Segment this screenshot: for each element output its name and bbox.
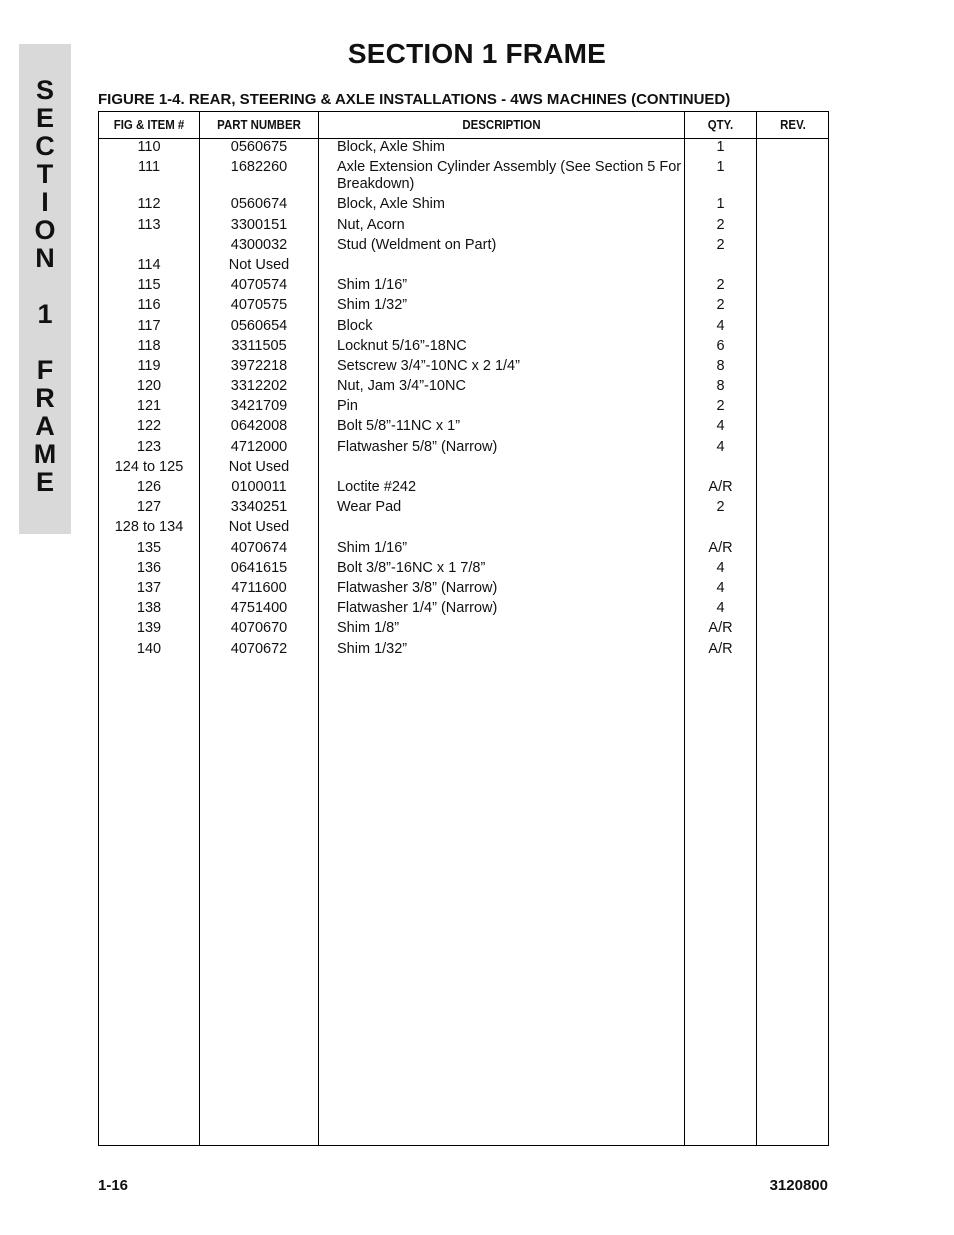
cell-qty: 1 xyxy=(716,159,725,176)
table-row xyxy=(99,318,828,338)
cell-description: Nut, Acorn xyxy=(337,216,405,233)
table-row xyxy=(99,338,828,358)
side-tab-letter xyxy=(19,328,71,356)
cell-description: Pin xyxy=(337,398,358,415)
cell-item: 120 xyxy=(136,378,162,395)
side-tab-letter: M xyxy=(33,439,57,469)
cell-item: 114 xyxy=(137,256,161,273)
side-tab-letter: N xyxy=(35,243,55,273)
cell-item: 112 xyxy=(137,196,161,213)
cell-part-number: 0642008 xyxy=(230,418,288,435)
table-body xyxy=(99,139,828,661)
cell-part-number: 3312202 xyxy=(230,378,288,395)
table-row xyxy=(99,439,828,459)
cell-item: 124 to 125 xyxy=(114,458,184,475)
cell-qty: 4 xyxy=(716,438,725,455)
table-row xyxy=(99,378,828,398)
cell-qty: 1 xyxy=(716,139,725,155)
side-tab-letter: O xyxy=(34,215,56,245)
cell-description: Locknut 5/16”-18NC xyxy=(337,337,467,354)
cell-item: 118 xyxy=(137,337,161,354)
cell-qty: 4 xyxy=(716,418,725,435)
side-tab-letter: I xyxy=(41,187,49,217)
cell-part-number: 4712000 xyxy=(230,438,288,455)
table-row xyxy=(99,459,828,479)
cell-item: 127 xyxy=(136,499,162,516)
cell-qty: 4 xyxy=(716,317,725,334)
cell-item: 115 xyxy=(137,277,161,294)
table-row xyxy=(99,358,828,378)
cell-part-number: 3300151 xyxy=(230,216,288,233)
cell-description: Flatwasher 5/8” (Narrow) xyxy=(337,438,498,455)
cell-qty: 2 xyxy=(716,499,725,516)
cell-item: 126 xyxy=(136,479,162,495)
side-tab-letters xyxy=(19,76,71,496)
page-title: SECTION 1 FRAME xyxy=(347,38,607,69)
table-row xyxy=(99,600,828,620)
cell-part-number: Not Used xyxy=(228,256,290,273)
side-tab-letter: C xyxy=(35,131,55,161)
cell-qty: 2 xyxy=(716,277,725,294)
cell-qty: A/R xyxy=(708,620,733,637)
cell-part-number: 3421709 xyxy=(230,398,288,415)
table-row xyxy=(99,257,828,277)
cell-description: Wear Pad xyxy=(337,499,402,516)
cell-qty: 8 xyxy=(716,357,725,374)
cell-part-number: 4070674 xyxy=(230,539,288,556)
table-row xyxy=(99,641,828,661)
header-qty: QTY. xyxy=(707,117,734,132)
cell-part-number: 4751400 xyxy=(230,600,288,617)
cell-description: Axle Extension Cylinder Assembly (See Section 5 For Breakdown) xyxy=(337,159,682,193)
table-row xyxy=(99,217,828,237)
side-tab-letter: R xyxy=(35,383,55,413)
cell-item: 138 xyxy=(136,600,162,617)
cell-description: Loctite #242 xyxy=(337,479,417,495)
cell-item: 116 xyxy=(137,297,161,314)
cell-part-number: Not Used xyxy=(228,458,290,475)
table-row xyxy=(99,479,828,499)
side-tab-letter: 1 xyxy=(37,299,53,329)
cell-qty: 2 xyxy=(716,297,725,314)
table-row xyxy=(99,237,828,257)
table-row xyxy=(99,418,828,438)
cell-description: Setscrew 3/4”-10NC x 2 1/4” xyxy=(337,357,520,374)
cell-qty: 1 xyxy=(716,196,725,213)
section-side-tab xyxy=(19,44,71,534)
table-row xyxy=(99,196,828,216)
cell-item: 119 xyxy=(137,357,161,374)
cell-item: 122 xyxy=(136,418,162,435)
cell-part-number: 0641615 xyxy=(230,559,288,576)
cell-part-number: 3311505 xyxy=(231,337,287,354)
cell-description: Block, Axle Shim xyxy=(337,196,445,213)
cell-qty: 2 xyxy=(716,216,725,233)
cell-part-number: 3972218 xyxy=(230,357,288,374)
table-row xyxy=(99,297,828,317)
side-tab-letter: F xyxy=(36,355,54,385)
cell-description: Nut, Jam 3/4”-10NC xyxy=(337,378,466,395)
cell-description: Flatwasher 3/8” (Narrow) xyxy=(337,579,498,596)
table-row xyxy=(99,277,828,297)
header-rev: REV. xyxy=(780,117,806,132)
header-description: DESCRIPTION xyxy=(462,117,541,132)
table-row xyxy=(99,560,828,580)
cell-item: 121 xyxy=(136,398,162,415)
side-tab-letter: E xyxy=(35,467,54,497)
cell-qty: 2 xyxy=(716,236,725,253)
cell-part-number: 4070574 xyxy=(230,277,288,294)
document-number: 3120800 xyxy=(769,1177,828,1194)
side-tab-letter: T xyxy=(36,159,54,189)
cell-description: Shim 1/16” xyxy=(337,539,408,556)
page-number: 1-16 xyxy=(98,1177,129,1194)
cell-item: 111 xyxy=(137,159,161,176)
cell-item: 137 xyxy=(136,579,162,596)
side-tab-letter: S xyxy=(35,75,54,105)
cell-qty: 4 xyxy=(716,559,725,576)
cell-item: 113 xyxy=(137,216,161,233)
header-part-number: PART NUMBER xyxy=(217,117,301,132)
parts-table xyxy=(98,111,829,1146)
cell-part-number: 4070575 xyxy=(230,297,288,314)
cell-description: Block, Axle Shim xyxy=(337,139,445,155)
cell-qty: 2 xyxy=(716,398,725,415)
cell-part-number: 4711600 xyxy=(231,579,287,596)
side-tab-letter: A xyxy=(35,411,55,441)
cell-description: Shim 1/32” xyxy=(337,640,408,657)
cell-description: Bolt 5/8”-11NC x 1” xyxy=(337,418,461,435)
table-row xyxy=(99,519,828,539)
side-tab-letter: E xyxy=(35,103,54,133)
cell-description: Block xyxy=(337,317,373,334)
cell-item: 110 xyxy=(137,139,161,155)
cell-description: Shim 1/8” xyxy=(337,620,400,637)
header-item: FIG & ITEM # xyxy=(113,117,185,132)
cell-item: 135 xyxy=(136,539,162,556)
table-row xyxy=(99,398,828,418)
cell-item: 128 to 134 xyxy=(114,519,184,536)
cell-part-number: 0560654 xyxy=(230,317,288,334)
cell-part-number: 4070672 xyxy=(230,640,288,657)
cell-qty: 4 xyxy=(716,600,725,617)
cell-qty: 6 xyxy=(716,337,725,354)
cell-qty: A/R xyxy=(708,479,733,495)
table-header xyxy=(99,112,828,139)
cell-qty: A/R xyxy=(708,539,733,556)
table-row xyxy=(99,499,828,519)
cell-part-number: 4300032 xyxy=(230,236,288,253)
cell-part-number: 0560675 xyxy=(230,139,288,155)
cell-item: 140 xyxy=(136,640,162,657)
cell-part-number: 0560674 xyxy=(230,196,288,213)
side-tab-letter xyxy=(19,272,71,300)
cell-part-number: 0100011 xyxy=(231,479,287,495)
cell-item: 136 xyxy=(136,559,162,576)
cell-description: Shim 1/16” xyxy=(337,277,408,294)
cell-part-number: 4070670 xyxy=(230,620,288,637)
cell-description: Stud (Weldment on Part) xyxy=(337,236,497,253)
cell-description: Bolt 3/8”-16NC x 1 7/8” xyxy=(337,559,486,576)
cell-qty: 8 xyxy=(716,378,725,395)
cell-item: 139 xyxy=(136,620,162,637)
table-row xyxy=(99,540,828,560)
figure-title: FIGURE 1-4. REAR, STEERING & AXLE INSTALLATIONS - 4WS MACHINES (CONTINUED) xyxy=(98,91,731,108)
table-row xyxy=(99,159,828,196)
table-row xyxy=(99,620,828,640)
table-row xyxy=(99,139,828,159)
cell-part-number: 3340251 xyxy=(230,499,288,516)
cell-description: Shim 1/32” xyxy=(337,297,408,314)
cell-item: 123 xyxy=(136,438,162,455)
cell-description: Flatwasher 1/4” (Narrow) xyxy=(337,600,498,617)
cell-part-number: 1682260 xyxy=(230,159,288,176)
cell-part-number: Not Used xyxy=(228,519,290,536)
cell-qty: 4 xyxy=(716,579,725,596)
table-row xyxy=(99,580,828,600)
cell-item: 117 xyxy=(137,317,161,334)
cell-qty: A/R xyxy=(708,640,733,657)
